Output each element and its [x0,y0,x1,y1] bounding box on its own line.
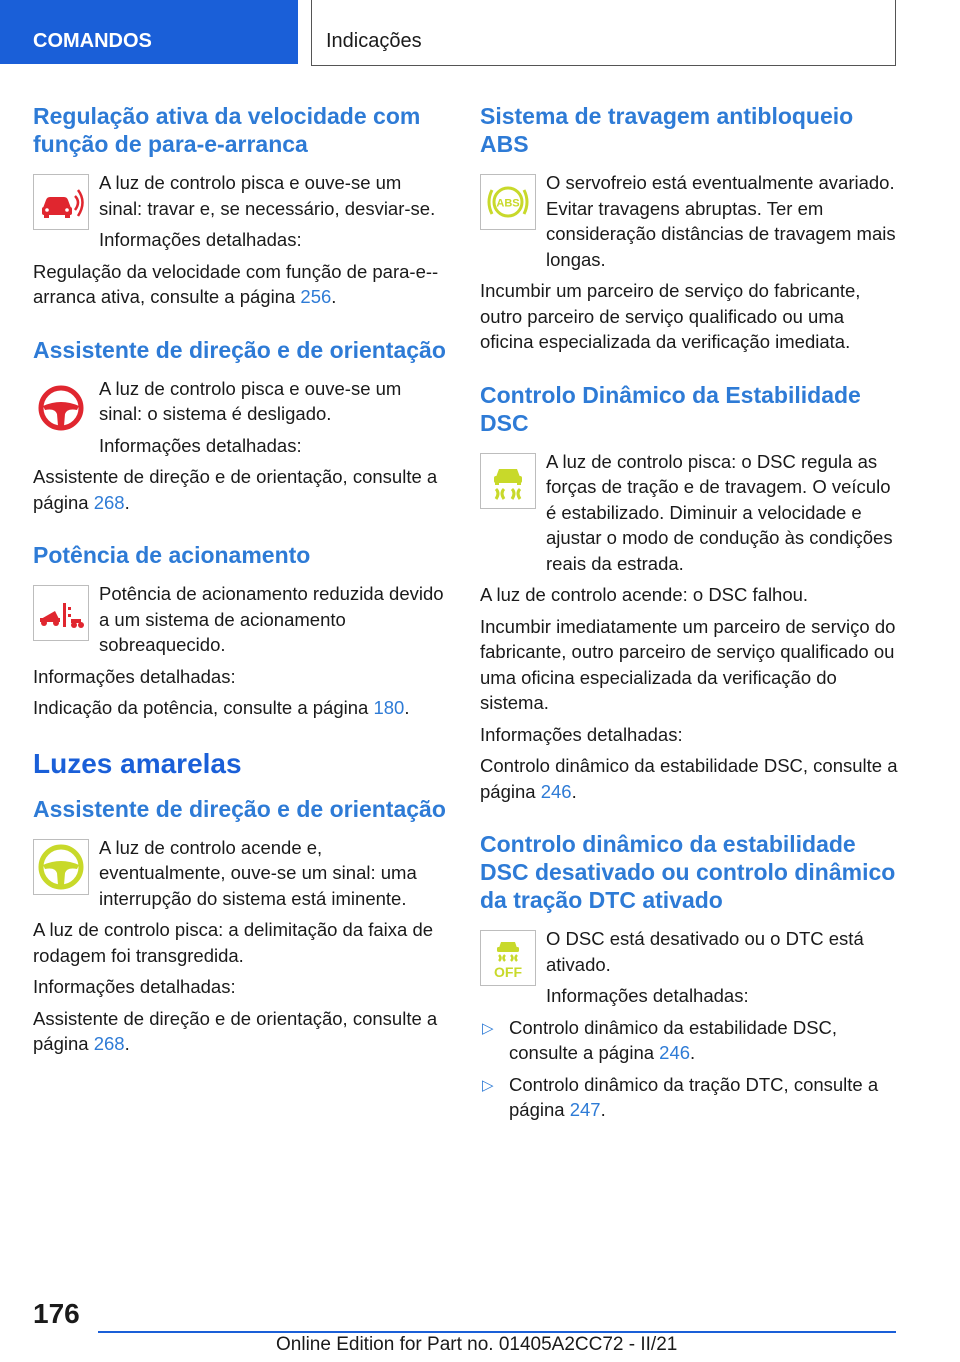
text: Regulação da velocidade com função de para-e--arranca ativa, consulte a página 256. [33,260,439,307]
page-link[interactable]: 268 [93,1033,125,1054]
edition-footer: Online Edition for Part no. 01405A2CC72 - II/21 [276,1334,678,1355]
text: Informações detalhadas: [99,434,302,456]
section-drive-power [33,541,449,721]
page-link[interactable]: 247 [569,1099,601,1120]
drive-power-icon [33,585,89,641]
heading-abs: Sistema de travagem antibloqueio ABS [480,103,854,157]
abs-icon [480,174,536,230]
heading-yellow-lights: Luzes amarelas [33,747,242,779]
text: A luz de controlo pisca e ouve-se um sinal: o sistema é desligado. [99,377,402,424]
text: Incumbir imediatamente um parceiro de serviço do fabricante, outro parceiro de serviço qualificado ou uma oficina especializada da verificação do sistema. [480,615,896,713]
text: Potência de acionamento reduzida devido a um sistema de acionamento sobreaquecido. [99,583,444,655]
text: Informações detalhadas: [33,665,236,687]
text: Informações detalhadas: [99,229,302,250]
section-steering-assistant-red [33,336,449,516]
text: Controlo dinâmico da estabilidade DSC, consulte a página 246. [480,755,898,802]
section-abs [480,102,898,355]
steering-wheel-yellow-icon [33,839,89,895]
text: Informações detalhadas: [33,976,236,997]
text: Incumbir um parceiro de serviço do fabricante, outro parceiro de serviço qualificado ou uma oficina especializada da verificação imediata. [480,280,861,352]
text: A luz de controlo pisca: o DSC regula as forças de tração e de travagem. O veículo é estabilizado. Diminuir a velocidade e ajustar o modo de condução às condições reais da estrada. [546,450,893,574]
heading-drive-power: Potência de acionamento [33,542,311,568]
text: Informações detalhadas: [480,723,683,745]
text: A luz de controlo pisca: a delimitação da faixa de rodagem foi transgredida. [33,919,434,966]
text: A luz de controlo acende e, eventualmente, ouve-se um sinal: uma interrupção do sistema está iminente. [99,836,417,909]
section-title: Indicações [311,0,896,66]
collision-warning-icon [33,174,89,230]
list-item: ▷ Controlo dinâmico da tração DTC, consulte a página 247. [482,1073,879,1120]
text: O DSC está desativado ou o DTC está ativado. [546,928,864,975]
text: Informações detalhadas: [546,985,749,1006]
dsc-icon [480,453,536,509]
page-link[interactable]: 246 [659,1042,691,1063]
heading-cruise-control: Regulação ativa da velocidade com função de para-e-arranca [33,103,421,157]
chapter-tab[interactable]: COMANDOS [0,0,298,64]
section-yellow-lights [33,747,449,781]
section-steering-assistant-yellow [33,795,449,1057]
right-column [480,102,898,1149]
heading-dsc-off: Controlo dinâmico da estabilidade DSC desativado ou controlo dinâmico da tração DTC ativado [480,831,896,913]
heading-steering-assistant: Assistente de direção e de orientação [33,795,446,822]
page-link[interactable]: 256 [300,286,332,307]
page-header [0,0,960,66]
left-column [33,102,449,1083]
page-link[interactable]: 180 [373,697,405,718]
text: Assistente de direção e de orientação, consulte a página 268. [33,1007,438,1054]
triangle-bullet-icon: ▷ [482,1076,494,1094]
text: O servofreio está eventualmente avariado. Evitar travagens abruptas. Ter em consideração distâncias de travagem mais longas. [546,172,896,270]
text: Indicação da potência, consulte a página 180. [33,697,410,718]
text: Assistente de direção e de orientação, consulte a página 268. [33,466,438,513]
abs-icon-label: ABS [496,197,520,210]
heading-steering-assistant: Assistente de direção e de orientação [33,336,446,363]
triangle-bullet-icon: ▷ [482,1019,494,1037]
text: A luz de controlo pisca e ouve-se um sinal: travar e, se necessário, desviar-se. [99,172,436,219]
section-dsc [480,381,898,805]
page-number: 176 [33,1298,80,1329]
steering-wheel-red-icon [33,380,89,436]
dsc-off-icon [480,930,536,986]
list-item: ▷ Controlo dinâmico da estabilidade DSC, consulte a página 246. [482,1016,838,1063]
text: A luz de controlo acende: o DSC falhou. [480,584,809,605]
page-link[interactable]: 268 [93,491,125,513]
section-cruise-control [33,102,449,310]
page-link[interactable]: 246 [540,780,572,802]
footer-divider [98,1331,896,1333]
section-dsc-off [480,830,898,1123]
dsc-off-icon-label: OFF [494,964,522,980]
heading-dsc: Controlo Dinâmico da Estabilidade DSC [480,381,861,436]
